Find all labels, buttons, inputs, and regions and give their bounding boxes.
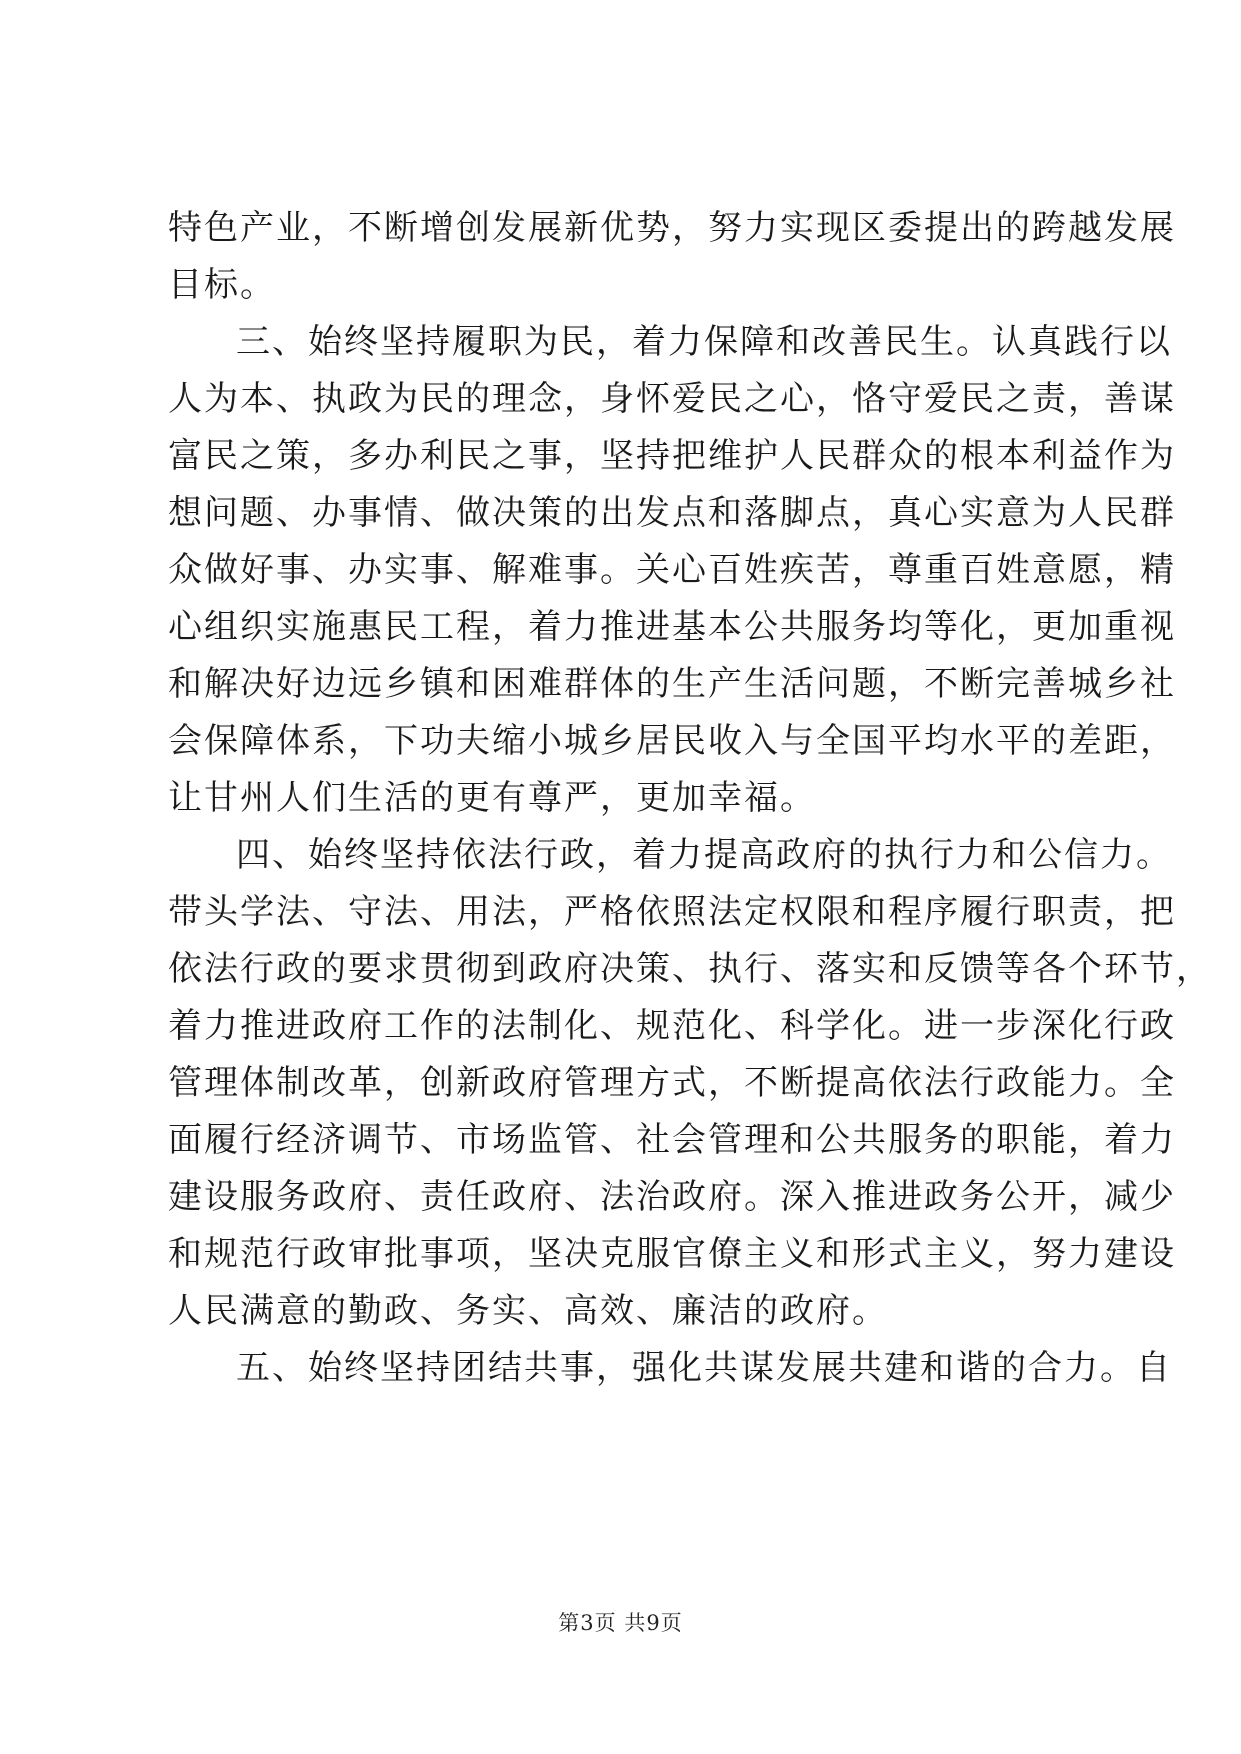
text-line: 目标。 [168,265,276,305]
text-line: 特色产业，不断增创发展新优势，努力实现区委提出的跨越发展 [168,208,1176,248]
text-line: 管理体制改革，创新政府管理方式，不断提高依法行政能力。全 [168,1063,1176,1103]
text-line: 富民之策，多办利民之事，坚持把维护人民群众的根本利益作为 [168,436,1176,476]
text-line: 带头学法、守法、用法，严格依照法定权限和程序履行职责，把 [168,892,1176,932]
text-line: 和解决好边远乡镇和困难群体的生产生活问题，不断完善城乡社 [168,664,1176,704]
paragraph-start-line: 五、始终坚持团结共事，强化共谋发展共建和谐的合力。自 [236,1348,1172,1388]
page-number-footer: 第3页 共9页 [558,1611,683,1635]
text-line: 依法行政的要求贯彻到政府决策、执行、落实和反馈等各个环节， [168,949,1212,989]
text-line: 建设服务政府、责任政府、法治政府。深入推进政务公开，减少 [168,1177,1176,1217]
text-line: 和规范行政审批事项，坚决克服官僚主义和形式主义，努力建设 [168,1234,1176,1274]
text-line: 想问题、办事情、做决策的出发点和落脚点，真心实意为人民群 [168,493,1176,533]
text-line: 心组织实施惠民工程，着力推进基本公共服务均等化，更加重视 [168,607,1176,647]
text-line: 着力推进政府工作的法制化、规范化、科学化。进一步深化行政 [168,1006,1176,1046]
text-line: 众做好事、办实事、解难事。关心百姓疾苦，尊重百姓意愿，精 [168,550,1176,590]
paragraph-start-line: 四、始终坚持依法行政，着力提高政府的执行力和公信力。 [236,835,1172,875]
text-line: 会保障体系，下功夫缩小城乡居民收入与全国平均水平的差距， [168,721,1176,761]
text-line: 面履行经济调节、市场监管、社会管理和公共服务的职能，着力 [168,1120,1176,1160]
paragraph-start-line: 三、始终坚持履职为民，着力保障和改善民生。认真践行以 [236,322,1172,362]
text-line: 人为本、执政为民的理念，身怀爱民之心，恪守爱民之责，善谋 [168,379,1176,419]
text-line: 人民满意的勤政、务实、高效、廉洁的政府。 [168,1291,888,1331]
text-line: 让甘州人们生活的更有尊严，更加幸福。 [168,778,816,818]
